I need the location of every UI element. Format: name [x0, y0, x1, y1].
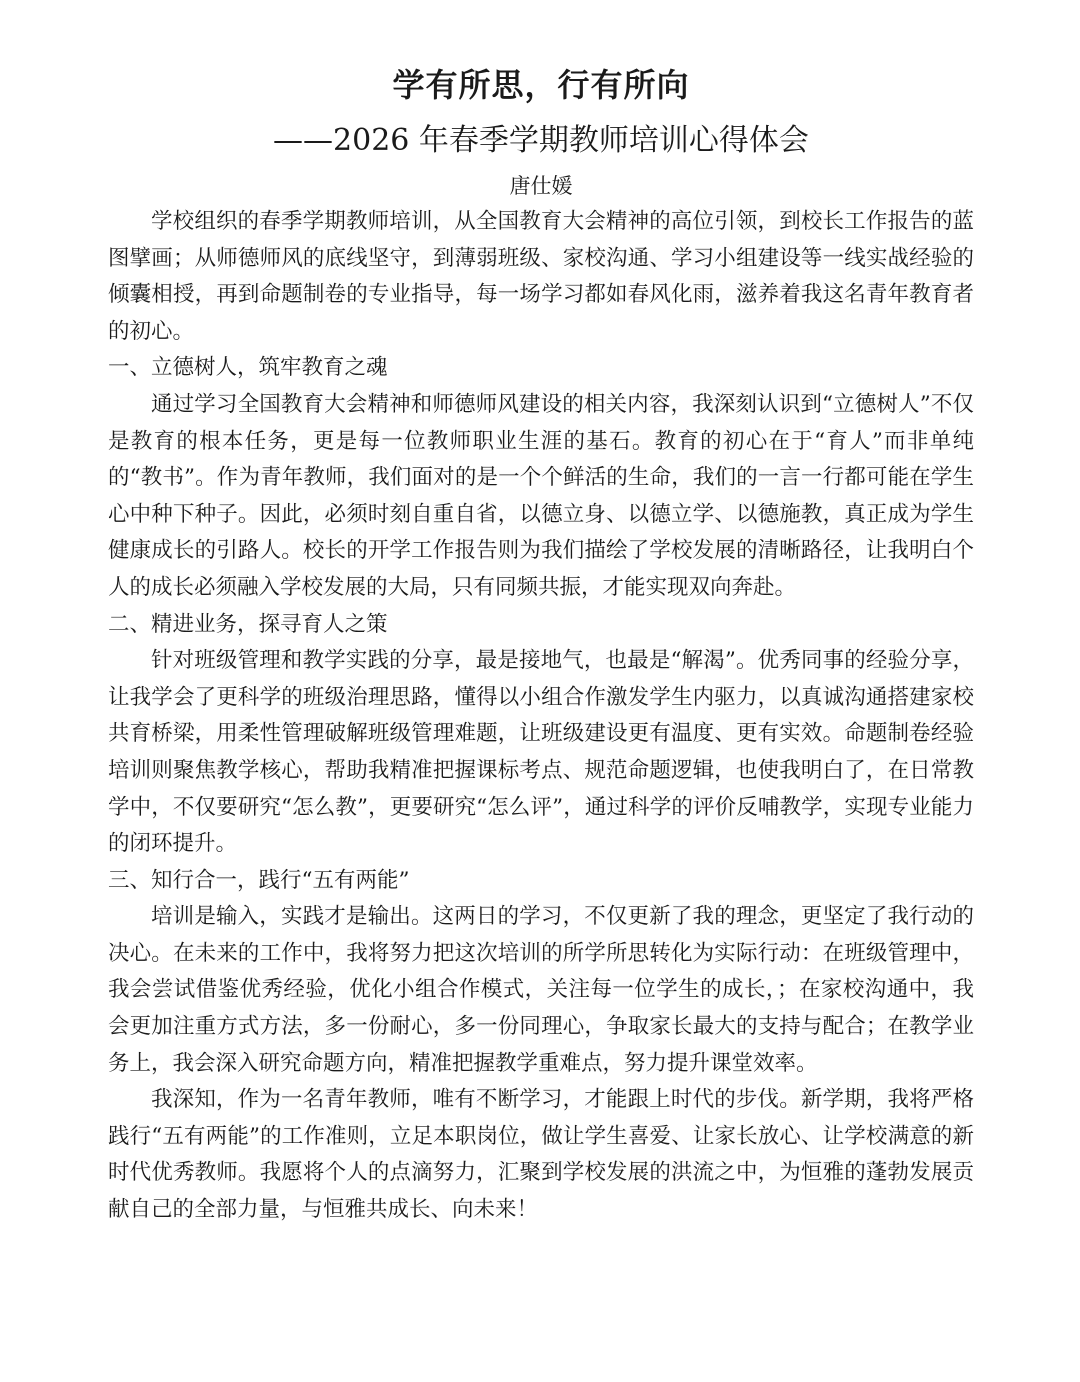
document-title: 学有所思，行有所向	[392, 66, 690, 104]
section-paragraph-1: 通过学习全国教育大会精神和师德师风建设的相关内容，我深刻认识到“立德树人”不仅是教育的根本任务，更是每一位教师职业生涯的基石。教育的初心在于“育人”而非单纯的“教书”。作为青年教师，我们面对的是一个个鲜活的生命，我们的一言一行都可能在学生心中种下种子。因此，必须时刻自重自省，以德立身、以德立学、以德施教，真正成为学生健康成长的引路人。校长的开学工作报告则为我们描绘了学校发展的清晰路径，让我明白个人的成长必须融入学校发展的大局，只有同频共振，才能实现双向奔赴。	[108, 391, 974, 600]
conclusion-paragraph: 我深知，作为一名青年教师，唯有不断学习，才能跟上时代的步伐。新学期，我将严格践行“五有两能”的工作准则，立足本职岗位，做让学生喜爱、让家长放心、让学校满意的新时代优秀教师。我愿将个人的点滴努力，汇聚到学校发展的洪流之中，为恒雅的蓬勃发展贡献自己的全部力量，与恒雅共成长、向未来！	[108, 1087, 974, 1223]
section-paragraph-2: 针对班级管理和教学实践的分享，最是接地气，也最是“解渴”。优秀同事的经验分享，让我学会了更科学的班级治理思路，懂得以小组合作激发学生内驱力，以真诚沟通搭建家校共育桥梁，用柔性管理破解班级管理难题，让班级建设更有温度、更有实效。命题制卷经验培训则聚焦教学核心，帮助我精准把握课标考点、规范命题逻辑，也使我明白了，在日常教学中，不仅要研究“怎么教”，更要研究“怎么评”，通过科学的评价反哺教学，实现专业能力的闭环提升。	[108, 648, 974, 857]
section-paragraph-3: 培训是输入，实践才是输出。这两日的学习，不仅更新了我的理念，更坚定了我行动的决心。在未来的工作中，我将努力把这次培训的所学所思转化为实际行动：在班级管理中，我会尝试借鉴优秀经验，优化小组合作模式，关注每一位学生的成长，；在家校沟通中，我会更加注重方式方法，多一份耐心，多一份同理心，争取家长最大的支持与配合；在教学业务上，我会深入研究命题方向，精准把握教学重难点，努力提升课堂效率。	[108, 904, 974, 1076]
section-heading-2: 二、精进业务，探寻育人之策	[108, 611, 388, 637]
document-body	[108, 204, 974, 1229]
section-heading-1: 一、立德树人，筑牢教育之魂	[108, 355, 388, 381]
author-name: 唐仕媛	[509, 174, 573, 198]
document-subtitle: ——2026 年春季学期教师培训心得体会	[273, 123, 809, 158]
intro-paragraph: 学校组织的春季学期教师培训，从全国教育大会精神的高位引领，到校长工作报告的蓝图擘画；从师德师风的底线坚守，到薄弱班级、家校沟通、学习小组建设等一线实战经验的倾囊相授，再到命题制卷的专业指导，每一场学习都如春风化雨，滋养着我这名青年教育者的初心。	[108, 209, 974, 344]
section-heading-3: 三、知行合一，践行“五有两能”	[108, 867, 410, 893]
